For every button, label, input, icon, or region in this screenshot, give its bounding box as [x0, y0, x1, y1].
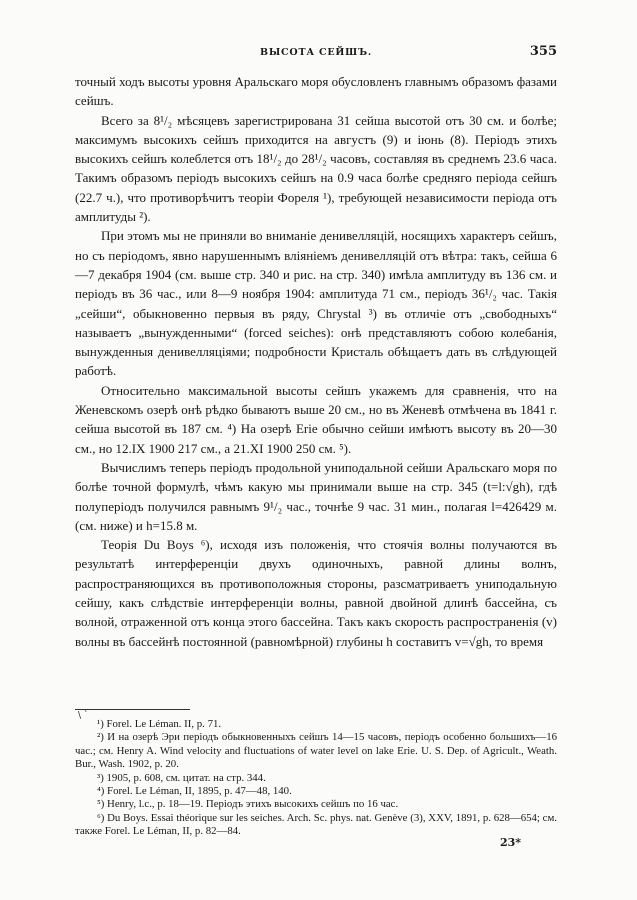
page-header — [75, 44, 557, 62]
footnote-mark: \ ˋ — [78, 711, 89, 721]
footnote: ¹) Forel. Le Léman. II, p. 71. — [97, 718, 222, 730]
footnotes — [75, 718, 557, 839]
footnote: ⁵) Henry, l.c., p. 18—19. Періодъ этихъ высокихъ сейшъ по 16 час. — [97, 798, 399, 811]
body-text — [75, 72, 557, 651]
footnote: ³) 1905, p. 608, см. цитат. на стр. 344. — [97, 771, 266, 784]
paragraph: При этомъ мы не приняли во вниманіе денивелляцій, носящихъ характеръ сейшъ, но съ періодомъ, явно нарушеннымъ вліяніемъ денивелляцій отъ вѣтра: такъ, сейша 6—7 декабря 1904 (см. выше стр. 340 и рис. на стр. 340) имѣла амплитуду въ 136 см. и періодъ въ 36 час., или 8—9 ноября 1904: амплитуда 71 см., періодъ 36¹/₂ час. Такія „сейши“, обыкновенно первыя въ ряду, Chrystal ³) въ отличіе отъ „свободныхъ“ называетъ „вынужденными“ (forced seiches): онѣ представляютъ собою колебанія, вынужденныя денивелляціями; подробности Кристаль обѣщаетъ дать въ слѣдующей работѣ. — [75, 228, 557, 379]
paragraph: Теорія Du Boys ⁶), исходя изъ положенія, что стоячія волны получаются въ результатѣ интерференціи двухъ одиночныхъ, равной длины волнъ, распространяющихся въ противоположныя стороны, разсматриваетъ униподальную сейшу, какъ слѣдствіе интерференціи волны, равной двойной длинѣ бассейна, съ волной, отраженной отъ конца этого бассейна. Такъ какъ скорость распространенія (v) волны въ бассейнѣ постоянной (равномѣрной) глубины h составитъ v=√gh, то время — [75, 537, 557, 649]
paragraph: Вычислимъ теперь періодъ продольной униподальной сейши Аральскаго моря по болѣе точной формулѣ, чѣмъ какую мы принимали выше на стр. 345 (t=l:√gh), гдѣ полуперіодъ получился равнымъ 9¹/₂ час., точнѣе 9 час. 31 мин., полагая l=426429 м. (см. ниже) и h=15.8 м. — [75, 459, 557, 533]
page-number: 355 — [529, 44, 557, 59]
footnote-divider — [75, 709, 190, 710]
footnote: ²) И на озерѣ Эри періодъ обыкновенныхъ сейшъ 14—15 часовъ, періодъ особенно большихъ—16 час.; см. Henry A. Wind velocity and fluctuations of water level on lake Erie. U. S. Dep. of Agricult., Weath. Bur., Wash. 1902, p. 20. — [75, 731, 557, 771]
paragraph: точный ходъ высоты уровня Аральскаго моря обусловленъ главнымъ образомъ фазами сейшъ. — [75, 74, 557, 109]
footnote: ⁶) Du Boys. Essai théorique sur les seiches. Arch. Sc. phys. nat. Genève (3), XXV, 1891, p. 628—654; см. также Forel. Le Léman, II, p. 82—84. — [75, 811, 557, 838]
running-title: ВЫСОТА СЕЙШЪ. — [259, 47, 372, 58]
signature-mark: 23* — [500, 836, 522, 849]
paragraph: Относительно максимальной высоты сейшъ укажемъ для сравненія, что на Женевскомъ озерѣ онѣ рѣдко бываютъ выше 20 см., но въ Женевѣ отмѣчена въ 1841 г. сейша высотой въ 187 см. ⁴) На озерѣ Erie обычно сейши имѣютъ высоту въ 20—30 см., но 12.IX 1900 217 см., а 21.XI 1900 250 см. ⁵). — [75, 382, 557, 456]
footnote: ⁴) Forel. Le Léman, II, 1895, p. 47—48, 140. — [97, 785, 292, 798]
paragraph: Всего за 8¹/₂ мѣсяцевъ зарегистрирована 31 сейша высотой отъ 30 см. и болѣе; максимумъ высокихъ сейшъ приходится на августъ (9) и іюнь (8). Періодъ этихъ высокихъ сейшъ колеблется отъ 18¹/₂ до 28¹/₂ часовъ, составляя въ среднемъ 23.6 часа. Такимъ образомъ періодъ высокихъ сейшъ на 0.9 часа болѣе средняго періода сейшъ (22.7 ч.), что противорѣчитъ теоріи Фореля ¹), требующей независимости періода отъ амплитуды ²). — [75, 112, 557, 225]
